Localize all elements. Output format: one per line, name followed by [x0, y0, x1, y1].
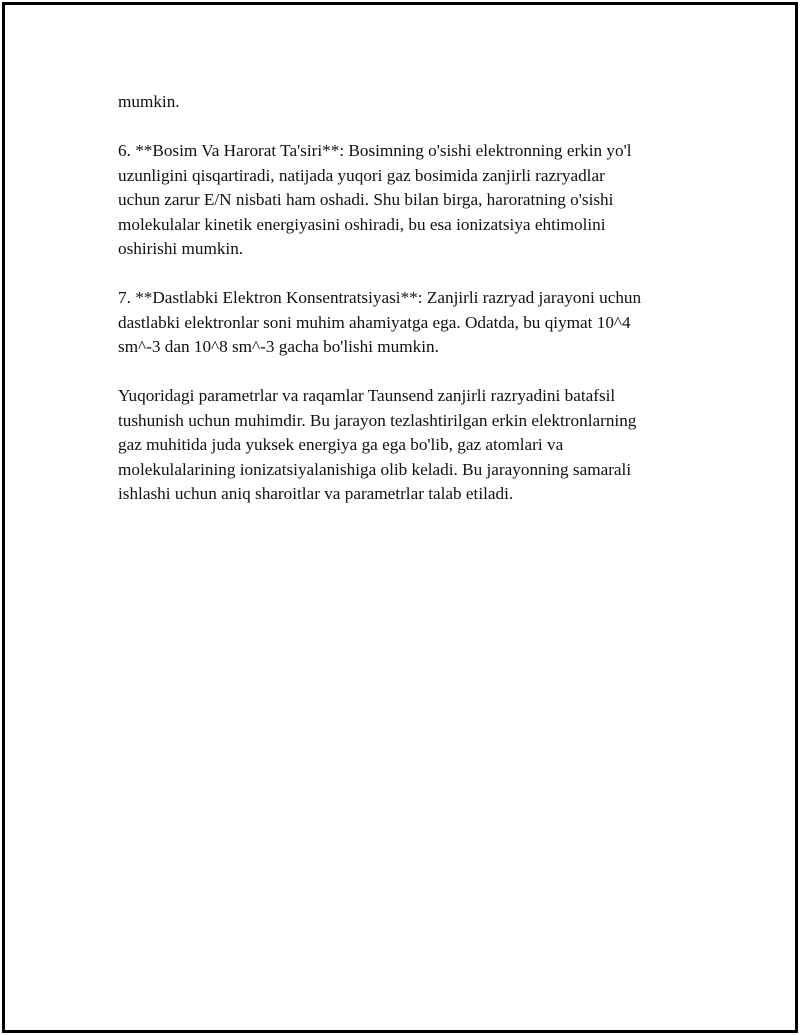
text-line: molekulalarining ionizatsiyalanishiga olib keladi. Bu jarayonning samarali — [118, 459, 632, 479]
paragraph-continuation — [118, 90, 688, 115]
text-line: dastlabki elektronlar soni muhim ahamiyatga ega. Odatda, bu qiymat 10^4 — [118, 312, 631, 332]
paragraph-bosim-va-harorat — [118, 139, 688, 262]
text-line: tushunish uchun muhimdir. Bu jarayon tezlashtirilgan erkin elektronlarning — [118, 410, 637, 430]
paragraph-dastlabki-elektron — [118, 286, 688, 360]
text-line: uchun zarur E/N nisbati ham oshadi. Shu bilan birga, haroratning o'sishi — [118, 190, 614, 209]
text-line: Yuqoridagi parametrlar va raqamlar Taunsend zanjirli razryadini batafsil — [118, 386, 616, 405]
text-line: uzunligini qisqartiradi, natijada yuqori gaz bosimida zanjirli razryadlar — [118, 165, 605, 185]
text-line: 7. **Dastlabki Elektron Konsentratsiyasi**: Zanjirli razryad jarayoni uchun — [118, 288, 642, 307]
text-line: oshirishi mumkin. — [118, 239, 244, 258]
text-line: 6. **Bosim Va Harorat Ta'siri**: Bosimning o'sishi elektronning erkin yo'l — [118, 141, 632, 160]
text-line: sm^-3 dan 10^8 sm^-3 gacha bo'lishi mumkin. — [118, 337, 439, 356]
document-body — [118, 90, 688, 531]
text-line: mumkin. — [118, 92, 180, 111]
paragraph-summary — [118, 384, 688, 507]
text-line: gaz muhitida juda yuksek energiya ga ega bo'lib, gaz atomlari va — [118, 435, 564, 454]
text-line: molekulalar kinetik energiyasini oshiradi, bu esa ionizatsiya ehtimolini — [118, 214, 606, 234]
text-line: ishlashi uchun aniq sharoitlar va parametrlar talab etiladi. — [118, 484, 514, 503]
